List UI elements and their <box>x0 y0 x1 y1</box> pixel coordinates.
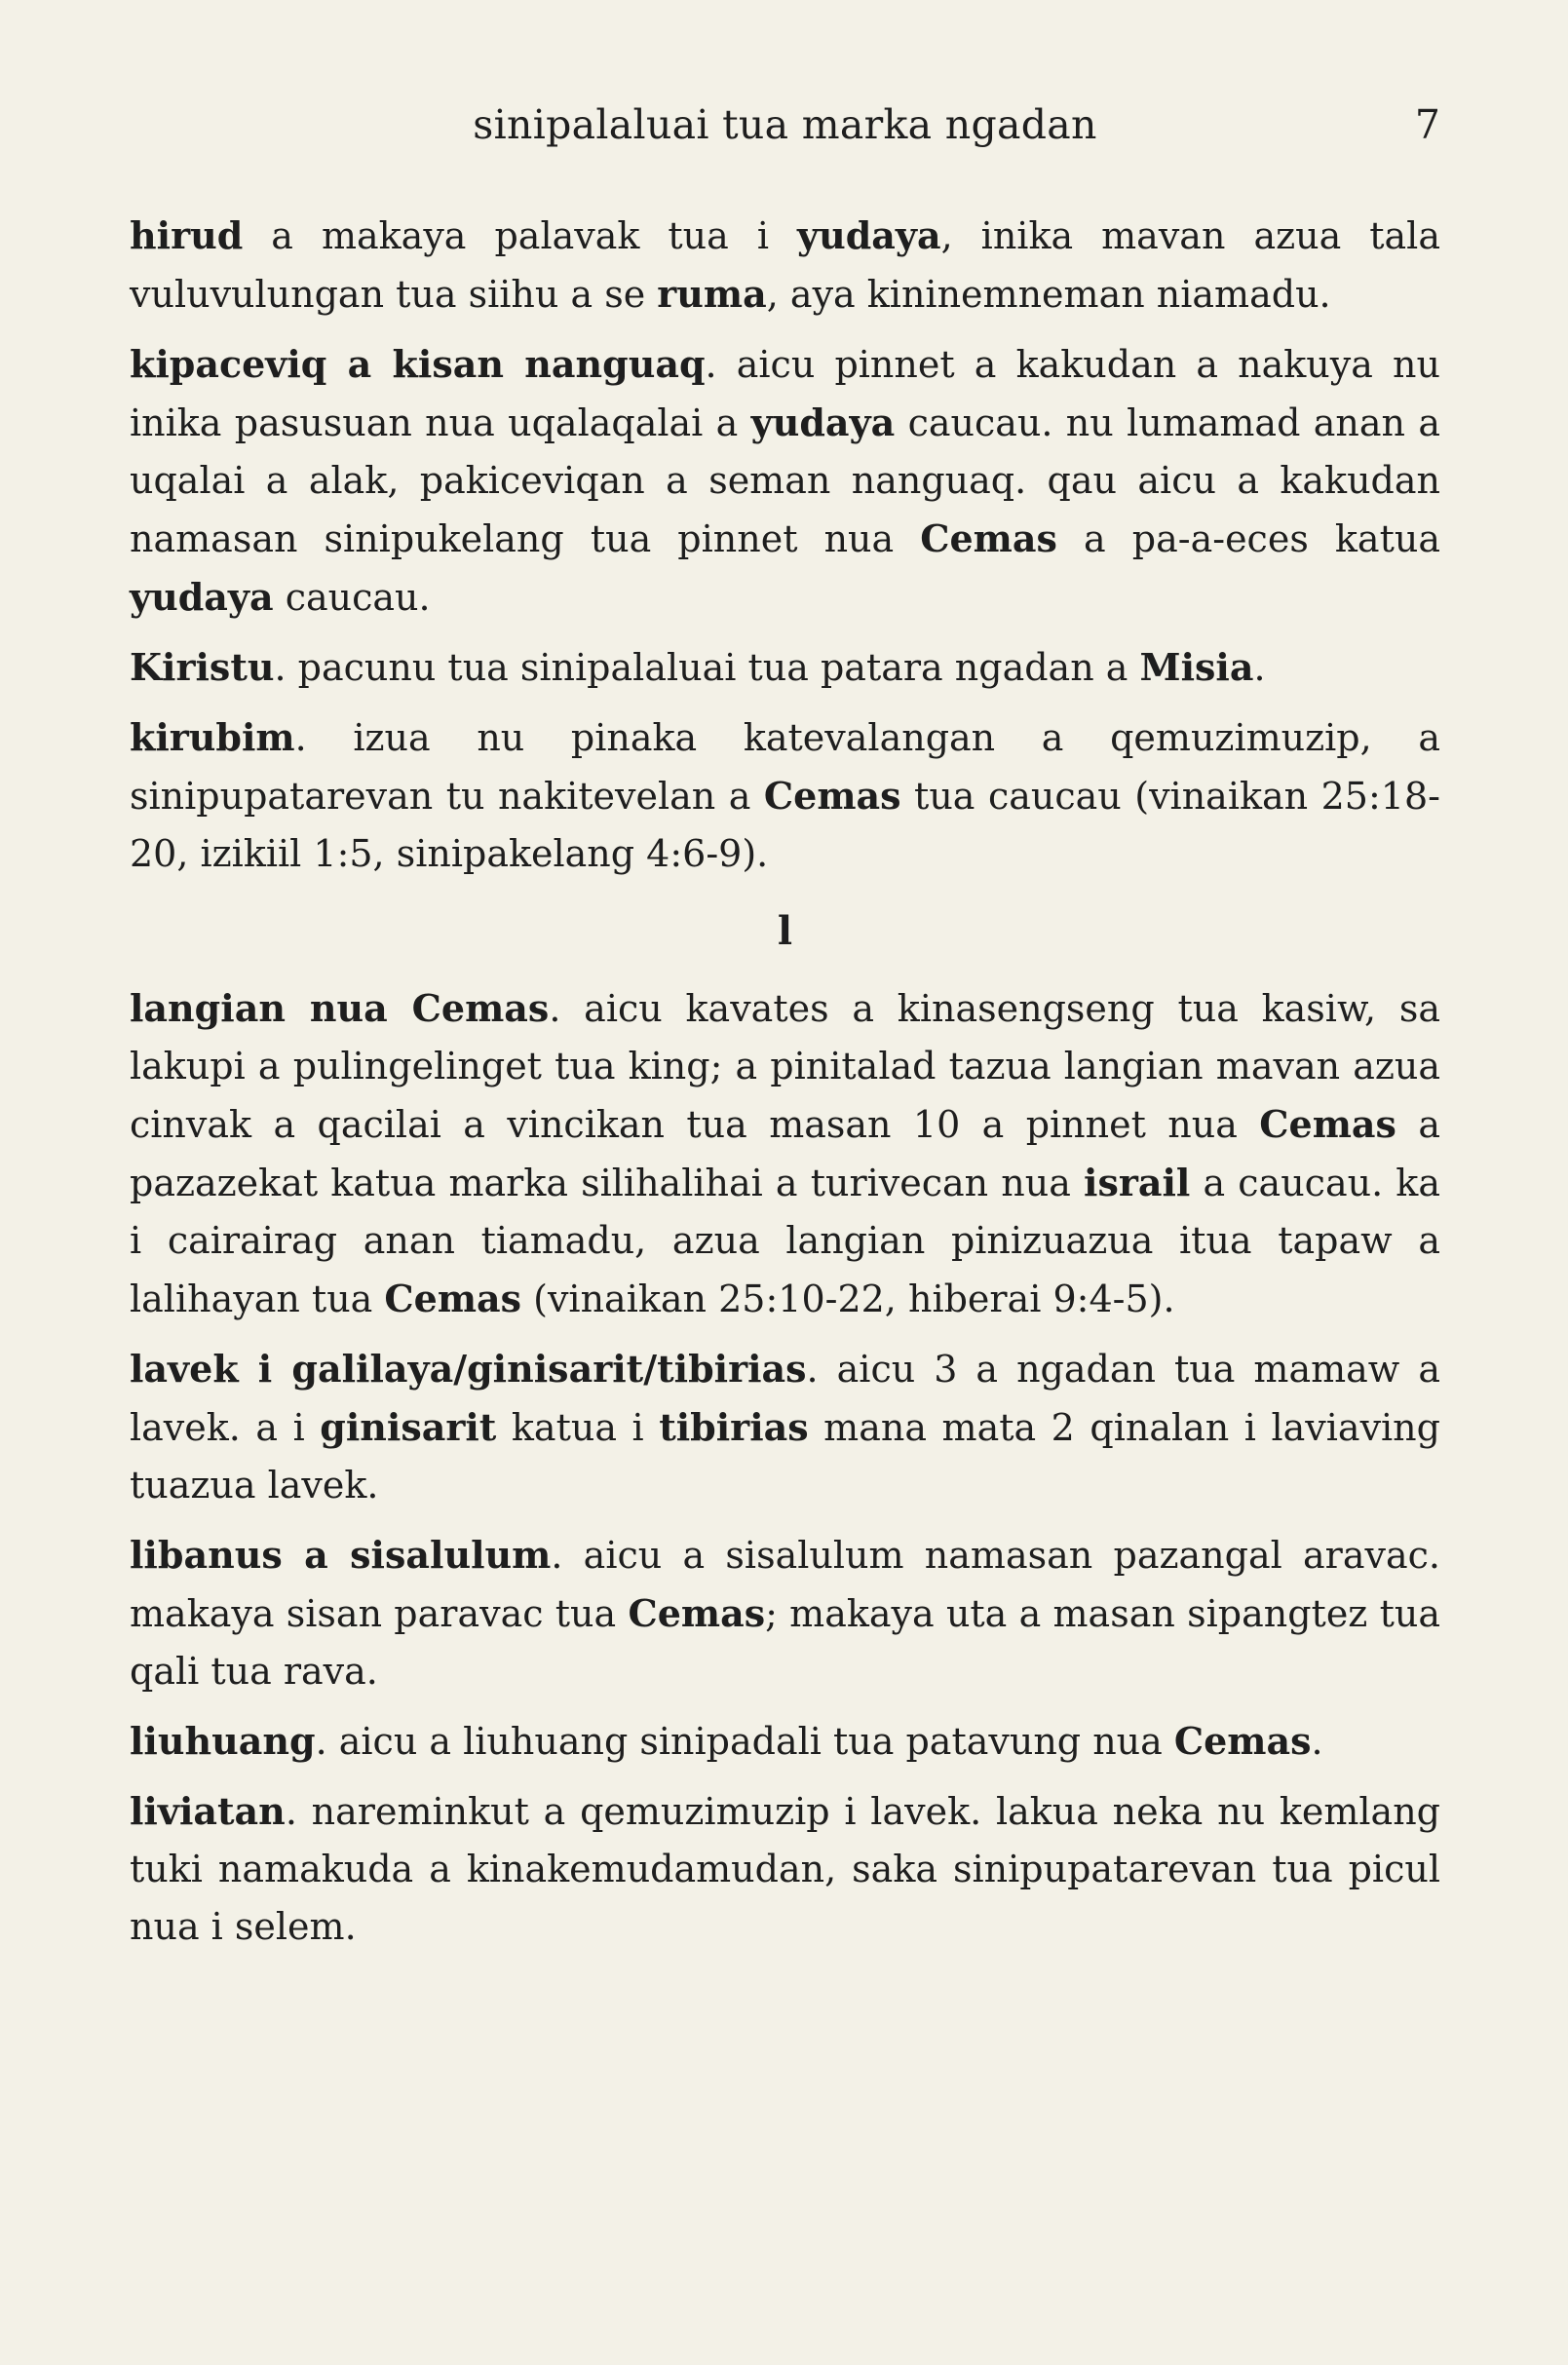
entry-text: tua caucau (vinaikan 25:18-20, izikiil 1:5, sinipakelang 4:6-9). <box>130 775 1440 875</box>
bold-term: Cemas <box>920 516 1057 560</box>
entry-text: a makaya palavak tua i <box>243 214 797 257</box>
entry-text: mana mata 2 qinalan i laviaving tuazua lavek. <box>130 1406 1440 1507</box>
letter-heading: l <box>777 908 793 954</box>
glossary-section-l <box>130 979 1440 1956</box>
entry-text: . pacunu tua sinipalaluai tua patara ngadan a <box>274 646 1140 689</box>
bold-term: yudaya <box>130 575 274 619</box>
bold-term: Cemas <box>384 1277 522 1320</box>
glossary-entry <box>130 207 1440 324</box>
entry-text: a caucau. ka i cairairag anan tiamadu, azua langian pinizuazua itua tapaw a lalihayan tua <box>130 1162 1440 1320</box>
page-header <box>130 101 1440 160</box>
entry-text: . izua nu pinaka katevalangan a qemuzimuzip, a sinipupatarevan tu nakitevelan a <box>130 716 1440 818</box>
bold-term: israil <box>1084 1161 1191 1204</box>
running-title: sinipalaluai tua marka ngadan <box>473 101 1097 148</box>
entry-text: . aicu a liuhuang sinipadali tua patavung nua <box>315 1720 1174 1763</box>
entry-text: . nareminkut a qemuzimuzip i lavek. lakua neka nu kemlang tuki namakuda a kinakemudamudan, saka sinipupatarevan tua picul nua i selem. <box>130 1790 1440 1948</box>
entry-text: caucau. nu lumamad anan a uqalai a alak, pakiceviqan a seman nanguaq. qau aicu a kakudan namasan sinipukelang tua pinnet nua <box>130 401 1440 560</box>
entry-text: a pa-a-eces katua <box>1056 517 1440 560</box>
entry-term: liviatan <box>130 1789 286 1833</box>
bold-term: ginisarit <box>320 1405 497 1449</box>
entry-text: . aicu pinnet a kakudan a nakuya nu inika pasusuan nua uqalaqalai a <box>130 343 1440 444</box>
entry-text: ; makaya uta a masan sipangtez tua qali tua rava. <box>130 1592 1440 1693</box>
entry-text: . <box>1253 646 1266 689</box>
entry-text: . aicu kavates a kinasengseng tua kasiw, sa lakupi a pulingelinget tua king; a pinitalad tazua langian mavan azua cinvak a qacilai a vincikan tua masan 10 a pinnet nua <box>130 987 1440 1146</box>
glossary-entry <box>130 1526 1440 1700</box>
glossary-entry <box>130 638 1440 697</box>
entry-text: , inika mavan azua tala vuluvulungan tua siihu a se <box>130 214 1440 316</box>
entry-text: . aicu a sisalulum namasan pazangal aravac. makaya sisan paravac tua <box>130 1534 1440 1635</box>
bold-term: Cemas <box>1259 1102 1396 1146</box>
entry-term: libanus a sisalulum <box>130 1533 552 1577</box>
glossary-entry <box>130 708 1440 883</box>
glossary-entry <box>130 1782 1440 1956</box>
bold-term: Misia <box>1139 645 1254 689</box>
glossary-entry <box>130 335 1440 627</box>
entry-text: caucau. <box>273 576 431 619</box>
glossary-content <box>130 207 1440 1967</box>
bold-term: Cemas <box>763 774 901 818</box>
bold-term: ruma <box>657 272 767 316</box>
entry-text: , aya kininemneman niamadu. <box>766 273 1331 316</box>
entry-text: katua i <box>496 1406 660 1449</box>
entry-term: lavek i galilaya/ginisarit/tibirias <box>130 1347 807 1391</box>
entry-text: . aicu 3 a ngadan tua mamaw a lavek. a i <box>130 1348 1440 1449</box>
glossary-section-k <box>130 207 1440 883</box>
entry-term: liuhuang <box>130 1719 316 1763</box>
entry-text: a pazazekat katua marka silihalihai a turivecan nua <box>130 1103 1441 1204</box>
entry-term: langian nua Cemas <box>130 986 550 1030</box>
bold-term: Cemas <box>1173 1719 1312 1763</box>
bold-term: yudaya <box>750 401 896 444</box>
bold-term: tibirias <box>659 1405 809 1449</box>
bold-term: yudaya <box>796 213 941 257</box>
page-number: 7 <box>1414 101 1440 148</box>
entry-term: kirubim <box>130 715 295 759</box>
glossary-entry <box>130 1340 1440 1514</box>
entry-term: kipaceviq a kisan nanguaq <box>130 342 706 386</box>
entry-term: hirud <box>130 213 244 257</box>
glossary-entry <box>130 979 1440 1328</box>
entry-text: (vinaikan 25:10-22, hiberai 9:4-5). <box>521 1278 1175 1320</box>
entry-text: . <box>1311 1720 1323 1763</box>
entry-term: Kiristu <box>130 645 275 689</box>
glossary-entry <box>130 1712 1440 1771</box>
bold-term: Cemas <box>628 1591 766 1635</box>
